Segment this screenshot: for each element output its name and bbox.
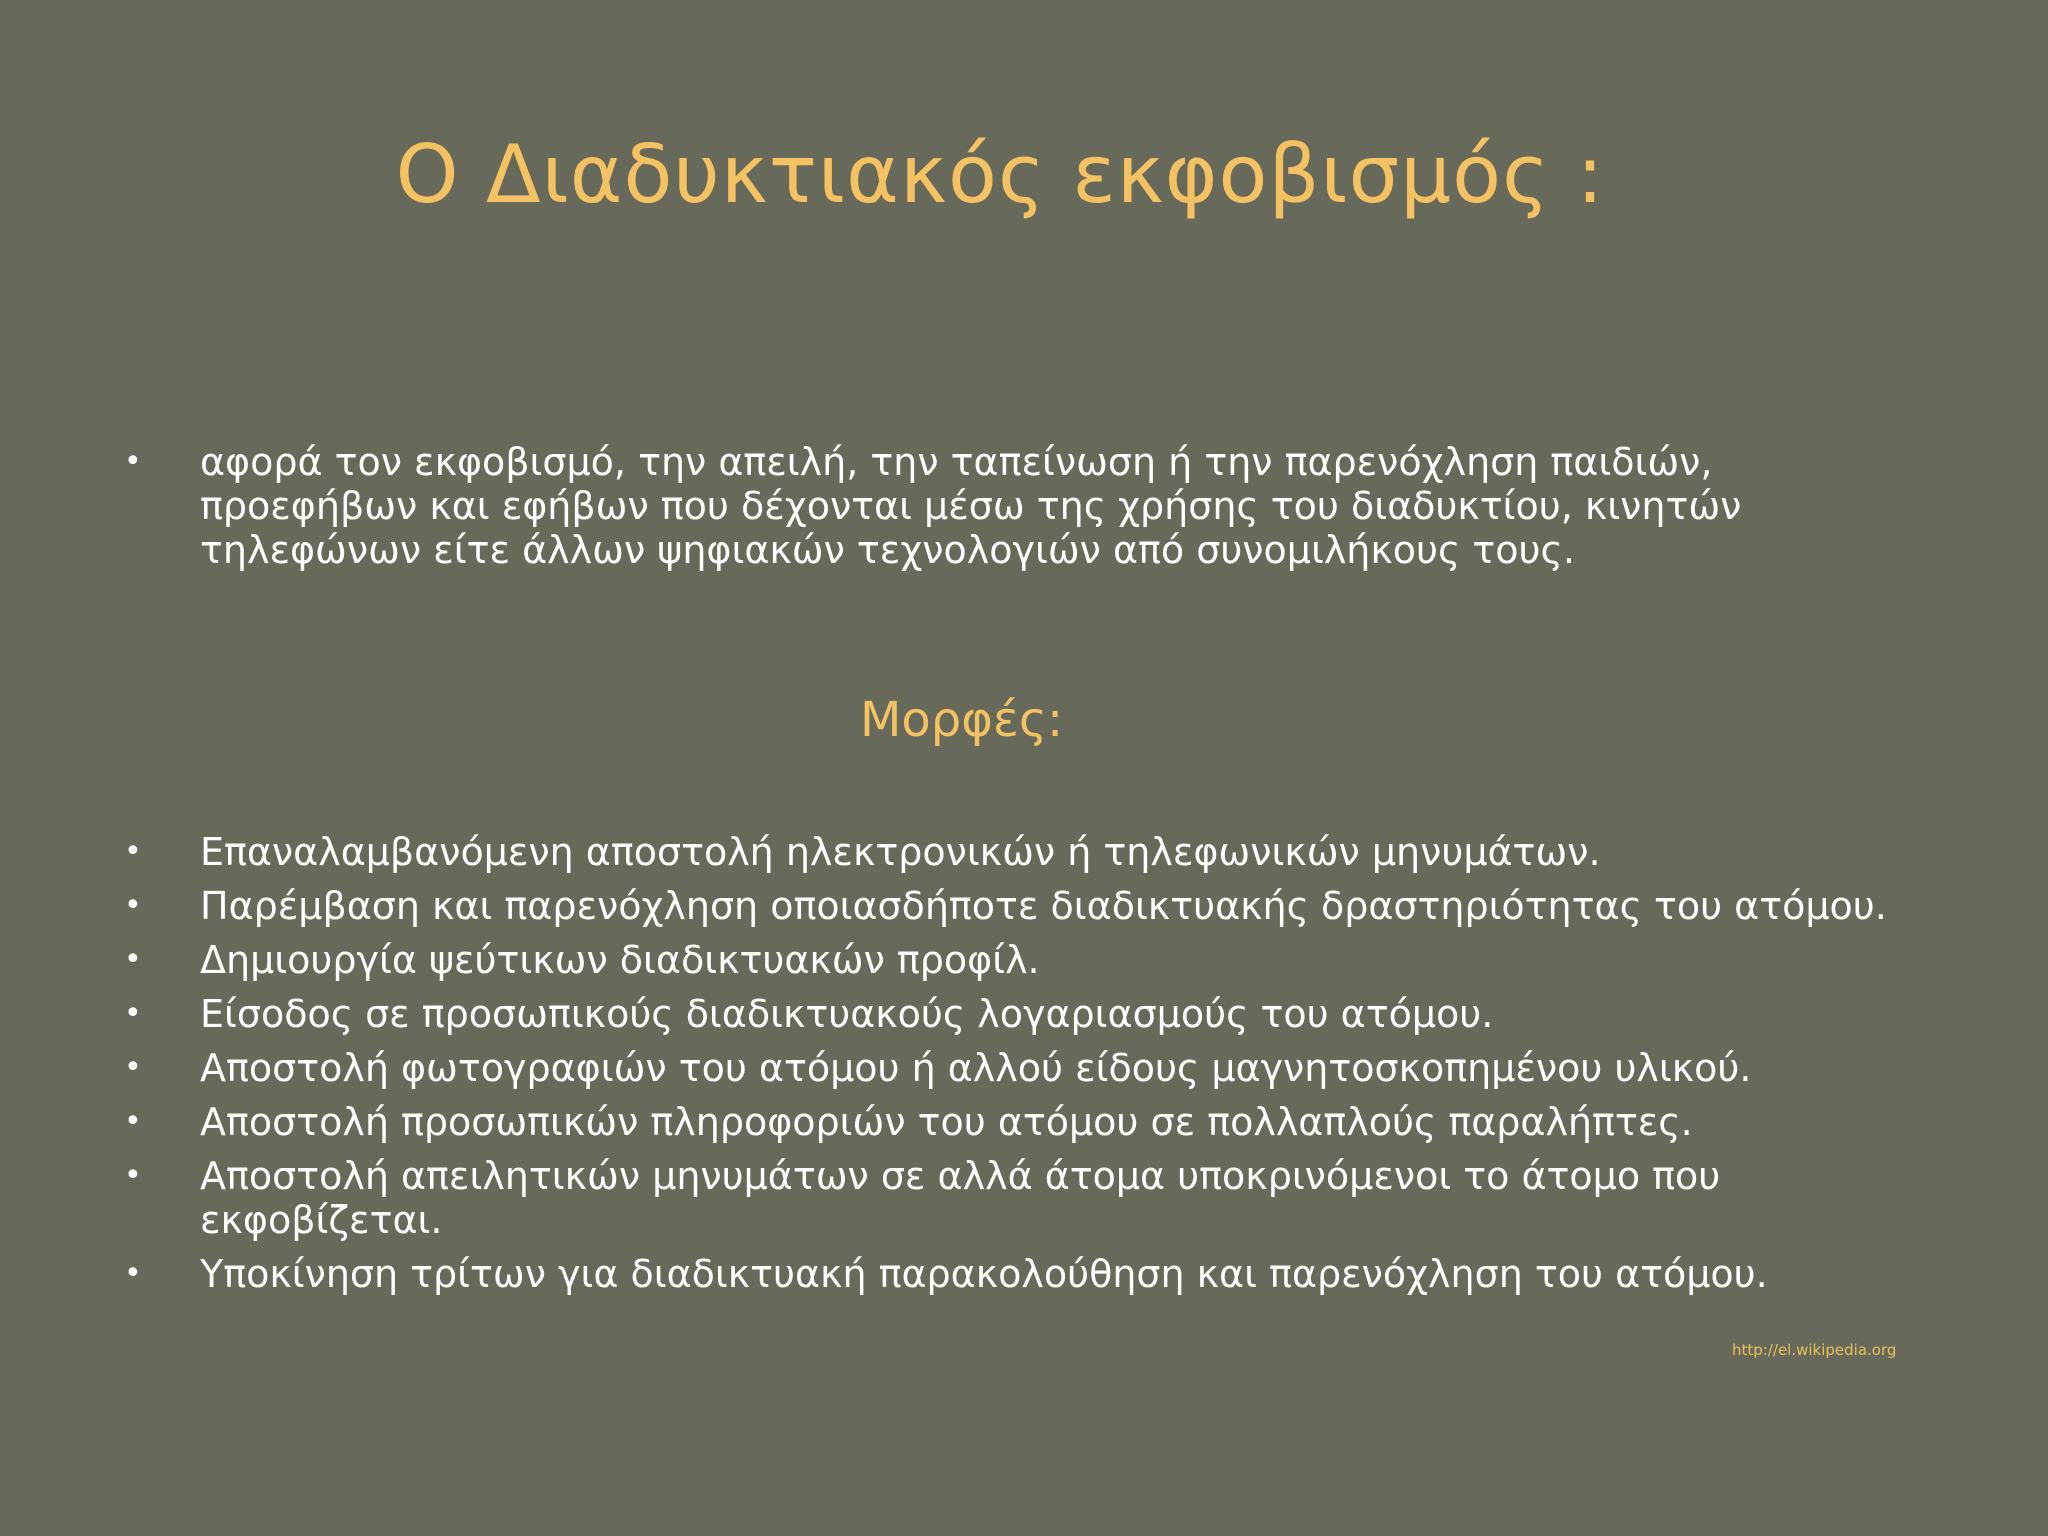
intro-list (0, 440, 2048, 572)
list-item (0, 1100, 1960, 1144)
bullet-icon: • (124, 1050, 142, 1085)
list-item (0, 830, 1960, 874)
list-item (0, 1046, 1960, 1090)
list-item-text: Επαναλαμβανόμενη αποστολή ηλεκτρονικών ή τηλεφωνικών μηνυμάτων. (200, 830, 1601, 874)
list-item-text: Υποκίνηση τρίτων για διαδικτυακή παρακολούθηση και παρενόχληση του ατόμου. (200, 1252, 1768, 1296)
list-item (0, 938, 1960, 982)
intro-item-text: αφορά τον εκφοβισμό, την απειλή, την ταπείνωση ή την παρενόχληση παιδιών, προεφήβων και εφήβων που δέχονται μέσω της χρήσης του διαδυκτίου, κινητών τηλεφώνων είτε άλλων ψηφιακών τεχνολογιών από συνομιλήκους τους. (200, 440, 1742, 572)
list-item (0, 884, 1960, 928)
bullet-icon: • (124, 996, 142, 1031)
bullet-icon: • (124, 834, 142, 869)
list-item-text: Αποστολή φωτογραφιών του ατόμου ή αλλού είδους μαγνητοσκοπημένου υλικού. (200, 1046, 1752, 1090)
list-item-text: Είσοδος σε προσωπικούς διαδικτυακούς λογαριασμούς του ατόμου. (200, 992, 1494, 1036)
list-item-text: Αποστολή προσωπικών πληροφοριών του ατόμου σε πολλαπλούς παραλήπτες. (200, 1100, 1693, 1144)
bullet-icon: • (124, 942, 142, 977)
forms-heading: Μορφές: (860, 692, 1064, 748)
list-item-text: Παρέμβαση και παρενόχληση οποιασδήποτε διαδικτυακής δραστηριότητας του ατόμου. (200, 884, 1887, 928)
bullet-icon: • (124, 1104, 142, 1139)
source-link[interactable]: http://el.wikipedia.org (1732, 1341, 1897, 1359)
forms-list (0, 830, 2048, 1306)
list-item-text: Δημιουργία ψεύτικων διαδικτυακών προφίλ. (200, 938, 1040, 982)
list-item (0, 1252, 1960, 1296)
bullet-icon: • (124, 444, 142, 479)
list-item-text: Αποστολή απειλητικών μηνυμάτων σε αλλά άτομα υποκρινόμενοι το άτομο που εκφοβίζεται. (200, 1154, 1721, 1242)
slide-title: Ο Διαδυκτιακός εκφοβισμός : (395, 128, 1605, 221)
list-item (0, 1154, 1810, 1242)
bullet-icon: • (124, 888, 142, 923)
intro-item (0, 440, 1860, 572)
bullet-icon: • (124, 1158, 142, 1193)
list-item (0, 992, 1960, 1036)
bullet-icon: • (124, 1256, 142, 1291)
